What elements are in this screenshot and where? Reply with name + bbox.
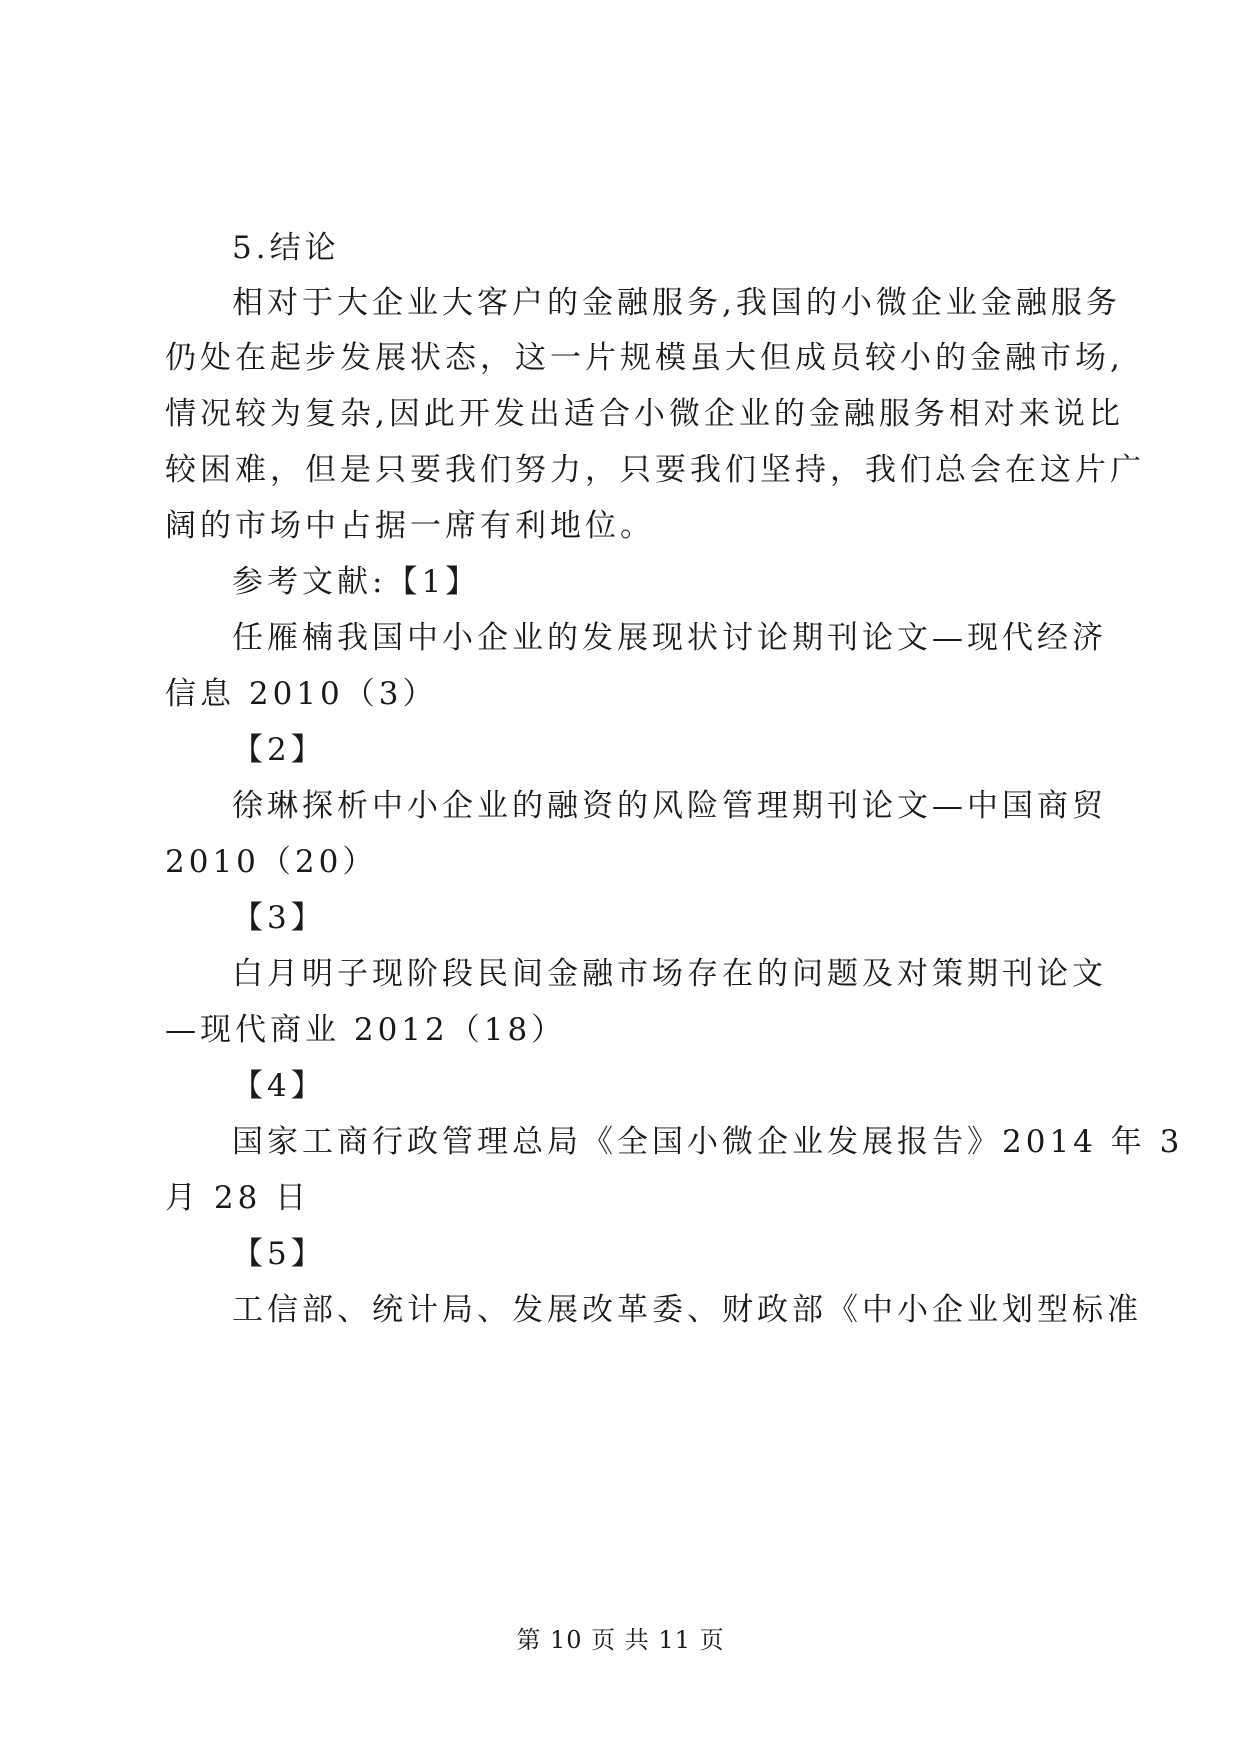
reference-number: 【4】 — [232, 1068, 326, 1104]
paragraph-line: 阔的市场中占据一席有利地位。 — [165, 508, 655, 544]
references-heading: 参考文献:【1】 — [232, 564, 481, 600]
reference-line: 月 28 日 — [165, 1180, 311, 1216]
paragraph-line: 相对于大企业大客户的金融服务,我国的小微企业金融服务 — [232, 285, 1121, 321]
reference-line: 任雁楠我国中小企业的发展现状讨论期刊论文—现代经济 — [232, 620, 1107, 656]
page-footer: 第 10 页 共 11 页 — [516, 1626, 725, 1654]
reference-number: 【5】 — [232, 1236, 326, 1272]
reference-line: —现代商业 2012（18） — [165, 1012, 567, 1048]
paragraph-line: 情况较为复杂,因此开发出适合小微企业的金融服务相对来说比 — [165, 396, 1124, 432]
reference-line: 信息 2010（3） — [165, 676, 438, 712]
reference-line: 白月明子现阶段民间金融市场存在的问题及对策期刊论文 — [232, 956, 1107, 992]
reference-line: 国家工商行政管理总局《全国小微企业发展报告》2014 年 3 — [232, 1124, 1184, 1160]
reference-line: 工信部、统计局、发展改革委、财政部《中小企业划型标准 — [232, 1292, 1142, 1328]
reference-number: 【3】 — [232, 900, 326, 936]
reference-line: 2010（20） — [165, 844, 378, 880]
paragraph-line: 较困难，但是只要我们努力，只要我们坚持，我们总会在这片广 — [165, 452, 1145, 488]
reference-line: 徐琳探析中小企业的融资的风险管理期刊论文—中国商贸 — [232, 788, 1107, 824]
paragraph-line: 仍处在起步发展状态，这一片规模虽大但成员较小的金融市场, — [165, 340, 1124, 376]
section-heading: 5.结论 — [232, 230, 340, 266]
reference-number: 【2】 — [232, 732, 326, 768]
